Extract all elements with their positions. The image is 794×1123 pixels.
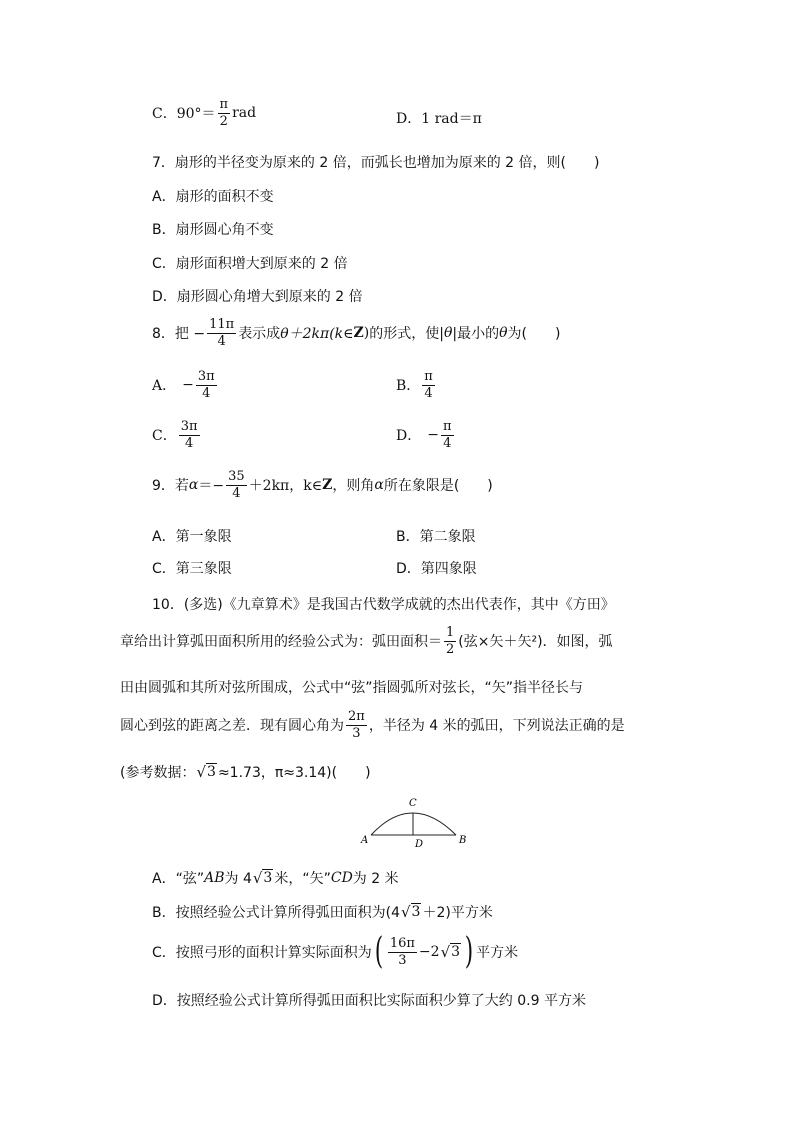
q10-option-a: A．“弦” AB 为 4 √ 3 米，“矢” CD 为 2 米 bbox=[152, 869, 399, 887]
sqrt: √ 3 bbox=[252, 869, 273, 887]
q10-line-5: (参考数据： √ 3 ≈1.73，π≈3.14)( ) bbox=[120, 763, 371, 781]
fraction: $\frac{\pi}{4}$ bbox=[442, 419, 452, 451]
q9-option-a: A．第一象限 bbox=[152, 529, 232, 545]
q7-option-c: C．扇形面积增大到原来的 2 倍 bbox=[152, 256, 348, 272]
q8-stem: 8．把 − $\frac{11\pi}{4}$ 表示成 θ＋2kπ(k∈ Z ) 的形式，使| θ |最小的 θ 为( ) bbox=[152, 317, 561, 349]
fraction: $\frac{\pi}{2}$ bbox=[219, 97, 229, 129]
fraction: $\frac{3\pi}{4}$ bbox=[197, 369, 215, 401]
q9-option-b: B．第二象限 bbox=[396, 529, 476, 545]
q10-line-4: 圆心到弦的距离之差．现有圆心角为 $\frac{2\pi}{3}$ ，半径为 4 米的弧田，下列说法正确的是 bbox=[120, 709, 625, 741]
label-a: A bbox=[361, 835, 369, 846]
sqrt: √ 3 bbox=[440, 943, 461, 961]
q7-option-a: A．扇形的面积不变 bbox=[152, 189, 274, 205]
q8-option-c: C． $\frac{3\pi}{4}$ bbox=[152, 419, 198, 451]
q10-line-3: 田由圆弧和其所对弦所围成，公式中“弦”指圆弧所对弦长，“矢”指半径长与 bbox=[120, 680, 584, 696]
fraction: $\frac{35}{4}$ bbox=[228, 469, 245, 501]
q7-option-d: D．扇形圆心角增大到原来的 2 倍 bbox=[152, 289, 363, 305]
fraction: $\frac{16\pi}{3}$ bbox=[389, 935, 415, 968]
label-c: C bbox=[409, 798, 417, 809]
q10-option-b: B．按照经验公式计算所得弧田面积为(4 √ 3 ＋2)平方米 bbox=[152, 903, 493, 921]
left-paren: ( bbox=[374, 931, 384, 972]
label-d: D bbox=[415, 839, 424, 850]
q10-option-c: C．按照弓形的面积计算实际面积为 ( $\frac{16\pi}{3}$ −2 √ 3 ) 平方米 bbox=[152, 931, 519, 972]
q10-option-d: D．按照经验公式计算所得弧田面积比实际面积少算了大约 0.9 平方米 bbox=[152, 993, 586, 1009]
fraction: $\frac{11\pi}{4}$ bbox=[209, 317, 235, 349]
q6-option-d: D．1 rad＝π bbox=[396, 111, 482, 127]
q8-option-a: A． − $\frac{3\pi}{4}$ bbox=[152, 369, 215, 401]
fraction: $\frac{\pi}{4}$ bbox=[424, 369, 433, 401]
q10-line-2: 章给出计算弧田面积所用的经验公式为：弧田面积＝ $\frac{1}{2}$ (弦×矢＋矢²)．如图，弧 bbox=[120, 625, 613, 657]
sqrt: √ 3 bbox=[196, 763, 216, 781]
q9-stem: 9．若 α ＝− $\frac{35}{4}$ ＋2kπ，k∈ Z ，则角 α 所在象限是( ) bbox=[152, 469, 493, 501]
q7-option-b: B．扇形圆心角不变 bbox=[152, 222, 274, 238]
q6-option-c: C．90°＝ $\frac{\pi}{2}$ rad bbox=[152, 97, 257, 129]
right-paren: ) bbox=[464, 931, 474, 972]
fraction: $\frac{1}{2}$ bbox=[446, 625, 455, 657]
q8-option-b: B． $\frac{\pi}{4}$ bbox=[396, 369, 433, 401]
q9-option-c: C．第三象限 bbox=[152, 561, 232, 577]
arc-field-figure bbox=[355, 795, 475, 850]
sqrt: √ 3 bbox=[400, 903, 421, 921]
q10-line-1: 10．(多选)《九章算术》是我国古代数学成就的杰出代表作，其中《方田》 bbox=[152, 597, 615, 613]
fraction: $\frac{3\pi}{4}$ bbox=[180, 419, 198, 451]
q9-option-d: D．第四象限 bbox=[396, 561, 477, 577]
q8-option-d: D． − $\frac{\pi}{4}$ bbox=[396, 419, 452, 451]
fraction: $\frac{2\pi}{3}$ bbox=[348, 709, 365, 741]
q7-stem: 7．扇形的半径变为原来的 2 倍，而弧长也增加为原来的 2 倍，则( ) bbox=[152, 155, 600, 171]
label-b: B bbox=[459, 835, 467, 846]
